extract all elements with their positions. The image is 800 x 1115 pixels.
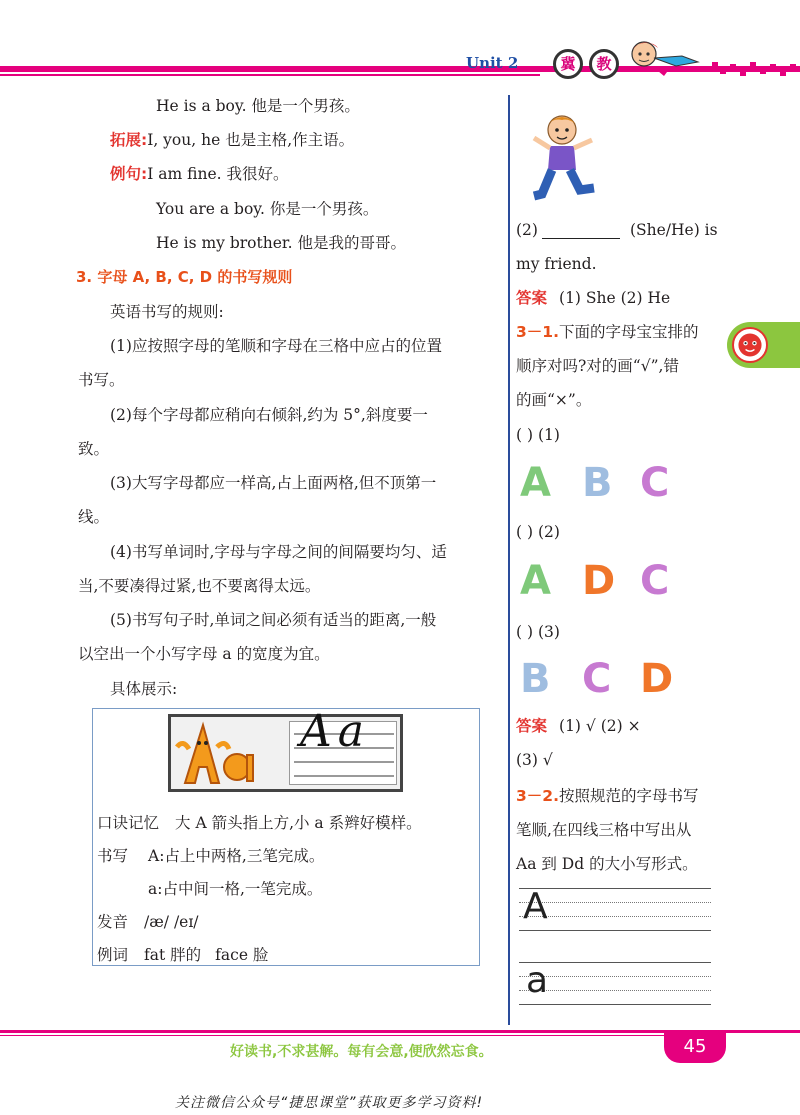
demo-intro: 具体展示: — [110, 680, 178, 698]
rule-4a: (4)书写单词时,字母与字母之间的间隔要均匀、适 — [110, 543, 447, 561]
rule-1a: (1)应按照字母的笔顺和字母在三格中应占的位置 — [110, 337, 442, 355]
answer-1-text: (1) She (2) He — [559, 289, 671, 307]
grid-letter-A: A — [523, 886, 548, 927]
rule-2a: (2)每个字母都应稍向右倾斜,约为 5°,斜度要一 — [110, 406, 428, 424]
letter-a-green-2: A — [520, 558, 551, 604]
letter-row-3 — [514, 656, 674, 706]
task-3-1-line-2: 顺序对吗?对的画“√”,错 — [516, 357, 679, 375]
footer-watermark: 关注微信公众号“捷思课堂”获取更多学习资料! — [175, 1095, 484, 1111]
option-1-label: ( ) (1) — [516, 426, 560, 444]
task-3-1-line-3: 的画“×”。 — [516, 391, 592, 409]
rule-2b: 致。 — [78, 440, 110, 458]
option-2-label: ( ) (2) — [516, 523, 560, 541]
question-2-blank[interactable] — [542, 223, 620, 239]
rule-3b: 线。 — [78, 508, 110, 526]
unit-label: Unit 2 — [466, 54, 519, 72]
badge-jiao: 教 — [589, 49, 619, 79]
task-3-2-line-3: Aa 到 Dd 的大小写形式。 — [516, 855, 698, 873]
letter-c-purple-2: C — [640, 558, 670, 604]
rule-5a: (5)书写句子时,单词之间必须有适当的距离,一般 — [110, 611, 437, 629]
letter-row-2 — [514, 558, 674, 608]
example-text: I am fine. 我很好。 — [147, 165, 289, 183]
rule-4b: 当,不要凑得过紧,也不要离得太远。 — [78, 577, 321, 595]
rule-5b: 以空出一个小写字母 a 的宽度为宜。 — [78, 645, 330, 663]
letter-a-green: A — [520, 460, 551, 506]
mnemonic-label: 口诀记忆 — [97, 814, 160, 832]
task-3-2-line-2: 笔顺,在四线三格中写出从 — [516, 821, 692, 839]
letter-c-purple: C — [640, 460, 670, 506]
example-label: 例句: — [110, 165, 148, 183]
pronunciation-text: /æ/ /eɪ/ — [144, 913, 199, 931]
extension-line — [110, 130, 354, 150]
rule-3a: (3)大写字母都应一样高,占上面两格,但不顶第一 — [110, 474, 437, 492]
header-underline — [0, 74, 540, 76]
checker-decoration-icon — [700, 60, 800, 80]
letter-d-orange-2: D — [640, 656, 674, 702]
mnemonic-row — [97, 813, 422, 833]
example-word-face: face 脸 — [215, 946, 269, 964]
section-heading: 3. 字母 A, B, C, D 的书写规则 — [76, 268, 293, 286]
task-3-2-text-a: 按照规范的字母书写 — [558, 787, 699, 805]
task-3-2-line-1 — [516, 786, 698, 806]
footer-motto: 好读书,不求甚解。每有会意,便欣然忘食。 — [230, 1044, 493, 1060]
option-3-label: ( ) (3) — [516, 623, 560, 641]
pronunciation-row — [97, 912, 199, 932]
example-words-row — [97, 945, 268, 965]
question-2-cont: my friend. — [516, 255, 597, 273]
cartoon-girl-icon — [624, 36, 704, 82]
fox-face-icon — [732, 327, 768, 363]
task-3-1-line-1 — [516, 322, 698, 342]
rules-intro: 英语书写的规则: — [110, 303, 224, 321]
line-he-is-a-boy: He is a boy. 他是一个男孩。 — [156, 97, 360, 115]
task-3-2-number: 3－2. — [516, 787, 559, 805]
answer-1-row — [516, 288, 670, 308]
badge-ji: 冀 — [553, 49, 583, 79]
letter-row-1 — [514, 460, 674, 510]
example-line-3: He is my brother. 他是我的哥哥。 — [156, 234, 406, 252]
column-divider — [508, 95, 510, 1025]
footer-underline — [0, 1035, 680, 1036]
question-2-text: (She/He) is — [629, 221, 718, 239]
example-line — [110, 164, 288, 184]
extension-label: 拓展: — [110, 131, 148, 149]
grid-letter-a: a — [526, 960, 549, 1001]
example-words-label: 例词 — [97, 946, 129, 964]
example-word-fat: fat 胖的 — [144, 946, 202, 964]
running-boy-icon — [528, 112, 600, 208]
letter-b-blue-2: B — [520, 656, 551, 702]
letter-b-blue: B — [582, 460, 613, 506]
answer-2-row — [516, 716, 641, 736]
cartoon-letter-a-icon — [171, 717, 283, 789]
side-tab — [727, 322, 800, 368]
write-label: 书写 — [97, 847, 129, 865]
letter-d-orange: D — [582, 558, 616, 604]
answer-2-cont: (3) √ — [516, 751, 553, 769]
answer-1-label: 答案 — [516, 289, 548, 307]
pronunciation-label: 发音 — [97, 913, 129, 931]
task-3-1-text-a: 下面的字母宝宝排的 — [558, 323, 699, 341]
demo-handwritten-letters: Aa — [300, 706, 371, 757]
letter-c-purple-3: C — [582, 656, 612, 702]
answer-2-label: 答案 — [516, 717, 548, 735]
extension-text: I, you, he 也是主格,作主语。 — [147, 131, 355, 149]
write-row — [97, 846, 324, 866]
task-3-1-number: 3－1. — [516, 323, 559, 341]
mnemonic-text: 大 A 箭头指上方,小 a 系辫好模样。 — [175, 814, 422, 832]
question-2 — [516, 220, 718, 240]
rule-1b: 书写。 — [78, 371, 125, 389]
write-a-text: a:占中间一格,一笔完成。 — [148, 880, 323, 898]
example-line-2: You are a boy. 你是一个男孩。 — [156, 200, 379, 218]
answer-2-text: (1) √ (2) × — [559, 717, 641, 735]
page-number: 45 — [664, 1033, 726, 1063]
question-2-number: (2) — [516, 221, 538, 239]
write-A-text: A:占上中两格,三笔完成。 — [148, 847, 325, 865]
